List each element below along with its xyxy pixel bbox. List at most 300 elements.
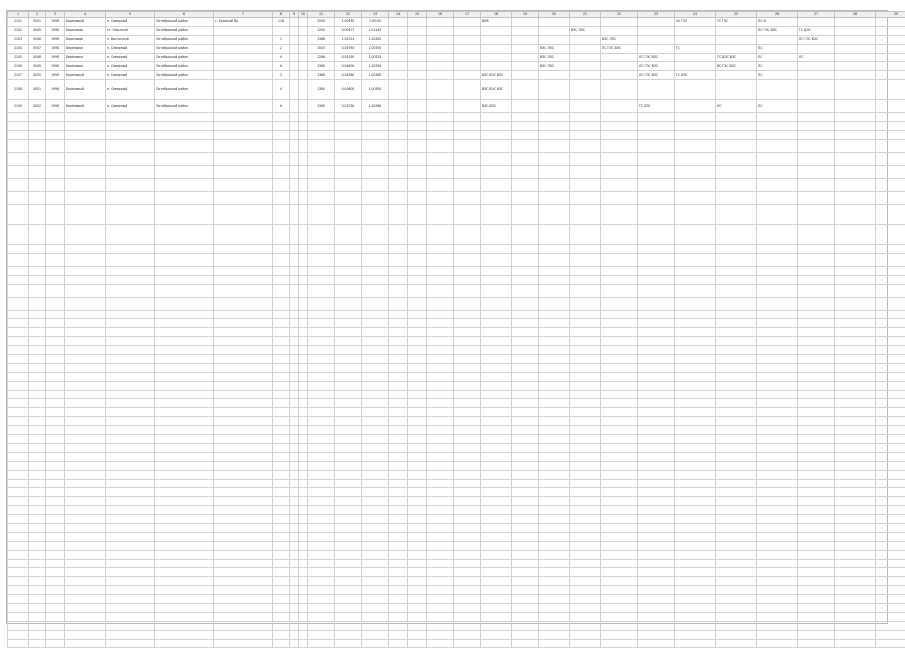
table-cell[interactable] <box>427 639 454 648</box>
table-cell[interactable] <box>481 346 512 355</box>
table-cell[interactable] <box>335 337 362 346</box>
table-cell[interactable] <box>427 62 454 71</box>
table-cell[interactable] <box>335 310 362 319</box>
table-cell[interactable] <box>716 586 757 595</box>
table-cell[interactable] <box>427 18 454 27</box>
table-cell[interactable] <box>290 328 299 337</box>
table-cell[interactable]: 1.00435 <box>335 18 362 27</box>
table-cell[interactable] <box>539 595 570 604</box>
table-cell[interactable] <box>876 80 905 100</box>
table-cell[interactable] <box>675 443 716 452</box>
table-cell[interactable] <box>29 568 46 577</box>
table-cell[interactable] <box>308 284 335 297</box>
table-cell[interactable] <box>408 417 427 426</box>
table-cell[interactable] <box>290 586 299 595</box>
table-cell[interactable] <box>362 355 389 364</box>
table-cell[interactable] <box>454 612 481 621</box>
table-cell[interactable] <box>299 417 308 426</box>
table-cell[interactable] <box>675 131 716 140</box>
table-cell[interactable] <box>362 390 389 399</box>
table-cell[interactable] <box>638 319 675 328</box>
table-cell[interactable] <box>29 328 46 337</box>
table-cell[interactable] <box>65 139 106 152</box>
table-cell[interactable] <box>214 541 273 550</box>
table-cell[interactable] <box>299 53 308 62</box>
table-cell[interactable] <box>601 372 638 381</box>
table-cell[interactable] <box>214 122 273 131</box>
table-cell[interactable] <box>638 639 675 648</box>
table-cell[interactable] <box>290 639 299 648</box>
table-cell[interactable] <box>308 435 335 444</box>
table-cell[interactable] <box>308 532 335 541</box>
table-cell[interactable] <box>601 191 638 204</box>
table-cell[interactable] <box>335 426 362 435</box>
table-cell[interactable] <box>389 559 408 568</box>
table-cell[interactable] <box>308 381 335 390</box>
table-cell[interactable] <box>798 461 835 470</box>
table-cell[interactable] <box>65 612 106 621</box>
table-cell[interactable] <box>481 62 512 71</box>
table-cell[interactable] <box>539 488 570 497</box>
table-cell[interactable] <box>835 479 876 488</box>
table-cell[interactable] <box>638 297 675 310</box>
table-cell[interactable] <box>601 284 638 297</box>
table-cell[interactable] <box>427 612 454 621</box>
table-cell[interactable] <box>29 178 46 191</box>
table-cell[interactable] <box>389 523 408 532</box>
table-cell[interactable] <box>570 595 601 604</box>
table-cell[interactable] <box>570 488 601 497</box>
table-cell[interactable] <box>408 577 427 586</box>
table-cell[interactable]: ВЭС ЛЭС <box>539 44 570 53</box>
table-cell[interactable] <box>481 550 512 559</box>
table-cell[interactable] <box>106 284 155 297</box>
table-cell[interactable] <box>362 595 389 604</box>
table-cell[interactable] <box>798 523 835 532</box>
table-cell[interactable]: ЛС ГЭС ВЭС <box>798 35 835 44</box>
table-cell[interactable] <box>408 612 427 621</box>
table-cell[interactable] <box>876 595 905 604</box>
table-cell[interactable] <box>29 399 46 408</box>
table-cell[interactable] <box>8 506 29 515</box>
table-cell[interactable] <box>362 550 389 559</box>
table-cell[interactable] <box>46 461 65 470</box>
table-cell[interactable] <box>299 577 308 586</box>
table-cell[interactable] <box>601 479 638 488</box>
table-cell[interactable] <box>454 44 481 53</box>
table-cell[interactable] <box>299 346 308 355</box>
table-cell[interactable] <box>362 337 389 346</box>
table-cell[interactable]: 0050 <box>29 71 46 80</box>
table-cell[interactable] <box>716 165 757 178</box>
table-cell[interactable] <box>539 426 570 435</box>
table-cell[interactable] <box>601 399 638 408</box>
column-header[interactable]: 6 <box>155 12 214 18</box>
table-cell[interactable] <box>798 224 835 244</box>
table-cell[interactable] <box>362 443 389 452</box>
table-cell[interactable] <box>290 113 299 122</box>
table-cell[interactable] <box>155 417 214 426</box>
table-cell[interactable] <box>835 408 876 417</box>
table-cell[interactable] <box>408 44 427 53</box>
table-cell[interactable] <box>8 113 29 122</box>
table-cell[interactable] <box>835 595 876 604</box>
table-cell[interactable] <box>290 44 299 53</box>
table-cell[interactable] <box>299 603 308 612</box>
table-cell[interactable] <box>155 532 214 541</box>
table-cell[interactable] <box>481 122 512 131</box>
table-cell[interactable]: 2109 <box>8 100 29 113</box>
table-cell[interactable] <box>29 310 46 319</box>
table-cell[interactable] <box>716 253 757 266</box>
table-cell[interactable] <box>427 452 454 461</box>
table-cell[interactable] <box>454 435 481 444</box>
table-cell[interactable] <box>290 435 299 444</box>
table-cell[interactable] <box>539 113 570 122</box>
table-cell[interactable] <box>716 244 757 253</box>
table-cell[interactable] <box>512 621 539 630</box>
table-cell[interactable] <box>454 18 481 27</box>
column-header[interactable]: 21 <box>570 12 601 18</box>
table-cell[interactable] <box>8 595 29 604</box>
table-cell[interactable] <box>601 506 638 515</box>
table-cell[interactable] <box>757 452 798 461</box>
table-cell[interactable] <box>308 568 335 577</box>
table-cell[interactable] <box>46 275 65 284</box>
table-cell[interactable] <box>539 224 570 244</box>
table-cell[interactable]: 1.00350 <box>362 62 389 71</box>
table-cell[interactable] <box>308 497 335 506</box>
table-cell[interactable] <box>29 113 46 122</box>
table-cell[interactable] <box>835 435 876 444</box>
table-cell[interactable] <box>601 550 638 559</box>
table-cell[interactable] <box>716 35 757 44</box>
table-cell[interactable] <box>675 630 716 639</box>
table-cell[interactable] <box>408 100 427 113</box>
table-cell[interactable] <box>155 595 214 604</box>
table-cell[interactable] <box>570 559 601 568</box>
table-cell[interactable]: 1386 <box>308 35 335 44</box>
table-cell[interactable] <box>481 266 512 275</box>
table-cell[interactable] <box>65 310 106 319</box>
table-cell[interactable] <box>408 346 427 355</box>
table-cell[interactable] <box>335 113 362 122</box>
table-cell[interactable] <box>29 122 46 131</box>
table-cell[interactable] <box>29 621 46 630</box>
table-cell[interactable] <box>273 568 290 577</box>
table-cell[interactable] <box>155 435 214 444</box>
table-cell[interactable] <box>290 297 299 310</box>
table-cell[interactable] <box>214 178 273 191</box>
table-cell[interactable]: 3 <box>273 71 290 80</box>
table-cell[interactable] <box>716 328 757 337</box>
column-header[interactable]: 13 <box>362 12 389 18</box>
table-cell[interactable] <box>876 44 905 53</box>
table-cell[interactable] <box>601 363 638 372</box>
table-cell[interactable]: ЛС <box>757 62 798 71</box>
table-cell[interactable] <box>362 113 389 122</box>
table-cell[interactable] <box>273 204 290 224</box>
table-cell[interactable] <box>408 488 427 497</box>
table-cell[interactable]: 0048 <box>29 53 46 62</box>
table-cell[interactable] <box>214 297 273 310</box>
table-cell[interactable] <box>716 612 757 621</box>
table-cell[interactable] <box>408 178 427 191</box>
table-cell[interactable] <box>675 253 716 266</box>
table-cell[interactable] <box>46 523 65 532</box>
table-cell[interactable] <box>214 523 273 532</box>
table-cell[interactable] <box>675 224 716 244</box>
table-cell[interactable] <box>308 586 335 595</box>
table-cell[interactable] <box>481 541 512 550</box>
table-cell[interactable] <box>155 621 214 630</box>
table-cell[interactable] <box>8 497 29 506</box>
table-cell[interactable] <box>29 639 46 648</box>
table-cell[interactable] <box>362 586 389 595</box>
table-cell[interactable] <box>308 443 335 452</box>
table-cell[interactable] <box>290 337 299 346</box>
table-cell[interactable] <box>675 479 716 488</box>
table-cell[interactable] <box>389 577 408 586</box>
table-cell[interactable] <box>290 426 299 435</box>
table-cell[interactable] <box>481 337 512 346</box>
table-cell[interactable] <box>876 523 905 532</box>
table-cell[interactable] <box>601 586 638 595</box>
table-cell[interactable] <box>29 532 46 541</box>
table-cell[interactable] <box>299 355 308 364</box>
table-cell[interactable] <box>408 266 427 275</box>
table-cell[interactable] <box>46 568 65 577</box>
table-cell[interactable] <box>481 53 512 62</box>
table-cell[interactable] <box>308 165 335 178</box>
table-cell[interactable] <box>106 603 155 612</box>
table-cell[interactable]: 0.00477 <box>335 26 362 35</box>
table-cell[interactable] <box>299 595 308 604</box>
table-cell[interactable] <box>273 297 290 310</box>
table-cell[interactable] <box>539 35 570 44</box>
table-cell[interactable] <box>512 408 539 417</box>
table-cell[interactable] <box>46 408 65 417</box>
table-cell[interactable] <box>675 461 716 470</box>
table-cell[interactable] <box>539 253 570 266</box>
table-cell[interactable] <box>299 139 308 152</box>
table-cell[interactable] <box>273 266 290 275</box>
table-cell[interactable] <box>408 586 427 595</box>
table-cell[interactable] <box>362 328 389 337</box>
table-cell[interactable] <box>362 152 389 165</box>
table-cell[interactable] <box>408 244 427 253</box>
table-cell[interactable] <box>408 53 427 62</box>
table-cell[interactable] <box>299 497 308 506</box>
table-cell[interactable] <box>214 621 273 630</box>
table-cell[interactable] <box>214 275 273 284</box>
table-cell[interactable] <box>481 443 512 452</box>
table-cell[interactable] <box>408 253 427 266</box>
table-cell[interactable] <box>427 443 454 452</box>
table-cell[interactable] <box>65 586 106 595</box>
table-cell[interactable] <box>427 328 454 337</box>
table-cell[interactable] <box>835 18 876 27</box>
column-header[interactable]: 18 <box>481 12 512 18</box>
table-cell[interactable] <box>427 337 454 346</box>
table-cell[interactable] <box>389 603 408 612</box>
table-cell[interactable] <box>155 204 214 224</box>
table-cell[interactable] <box>273 381 290 390</box>
table-cell[interactable] <box>155 497 214 506</box>
table-cell[interactable] <box>716 408 757 417</box>
table-cell[interactable] <box>29 191 46 204</box>
table-cell[interactable] <box>716 568 757 577</box>
table-cell[interactable] <box>290 568 299 577</box>
table-cell[interactable] <box>570 461 601 470</box>
table-cell[interactable] <box>408 284 427 297</box>
table-cell[interactable] <box>273 586 290 595</box>
table-cell[interactable] <box>335 452 362 461</box>
table-cell[interactable] <box>876 266 905 275</box>
table-cell[interactable] <box>362 461 389 470</box>
table-cell[interactable] <box>512 461 539 470</box>
table-cell[interactable] <box>876 152 905 165</box>
table-cell[interactable] <box>8 577 29 586</box>
table-cell[interactable] <box>273 165 290 178</box>
table-cell[interactable] <box>65 355 106 364</box>
table-cell[interactable] <box>335 284 362 297</box>
table-cell[interactable] <box>299 506 308 515</box>
table-cell[interactable] <box>290 275 299 284</box>
table-cell[interactable] <box>65 443 106 452</box>
table-cell[interactable] <box>29 497 46 506</box>
table-cell[interactable] <box>835 253 876 266</box>
table-cell[interactable] <box>389 152 408 165</box>
table-cell[interactable] <box>65 152 106 165</box>
table-cell[interactable] <box>876 497 905 506</box>
table-cell[interactable] <box>155 612 214 621</box>
table-cell[interactable] <box>835 550 876 559</box>
table-cell[interactable] <box>454 443 481 452</box>
table-cell[interactable] <box>876 577 905 586</box>
table-cell[interactable] <box>570 71 601 80</box>
table-cell[interactable] <box>835 372 876 381</box>
table-cell[interactable] <box>362 479 389 488</box>
table-cell[interactable] <box>106 621 155 630</box>
table-cell[interactable]: 1998 <box>46 18 65 27</box>
table-cell[interactable]: ВЭС ЛЭС <box>570 26 601 35</box>
column-header[interactable]: 12 <box>335 12 362 18</box>
table-cell[interactable] <box>8 426 29 435</box>
table-cell[interactable] <box>335 165 362 178</box>
table-cell[interactable] <box>290 461 299 470</box>
table-cell[interactable] <box>427 26 454 35</box>
table-cell[interactable] <box>539 26 570 35</box>
table-cell[interactable] <box>570 152 601 165</box>
table-cell[interactable] <box>299 310 308 319</box>
table-cell[interactable] <box>46 372 65 381</box>
table-cell[interactable] <box>454 479 481 488</box>
table-cell[interactable] <box>408 26 427 35</box>
table-cell[interactable] <box>273 244 290 253</box>
table-cell[interactable] <box>539 80 570 100</box>
table-cell[interactable] <box>454 224 481 244</box>
table-cell[interactable] <box>408 355 427 364</box>
table-cell[interactable] <box>155 408 214 417</box>
table-cell[interactable] <box>876 204 905 224</box>
table-cell[interactable] <box>835 461 876 470</box>
table-cell[interactable] <box>481 328 512 337</box>
table-cell[interactable] <box>835 139 876 152</box>
table-cell[interactable] <box>798 178 835 191</box>
table-cell[interactable] <box>389 595 408 604</box>
table-cell[interactable] <box>273 417 290 426</box>
table-cell[interactable] <box>876 461 905 470</box>
table-cell[interactable] <box>638 452 675 461</box>
table-cell[interactable] <box>290 630 299 639</box>
table-cell[interactable] <box>876 191 905 204</box>
table-cell[interactable]: 2500 <box>308 18 335 27</box>
table-cell[interactable] <box>106 523 155 532</box>
table-cell[interactable] <box>8 470 29 479</box>
table-cell[interactable] <box>106 152 155 165</box>
table-cell[interactable] <box>716 497 757 506</box>
table-cell[interactable] <box>539 165 570 178</box>
table-cell[interactable] <box>427 603 454 612</box>
table-cell[interactable] <box>601 523 638 532</box>
table-cell[interactable] <box>638 488 675 497</box>
table-cell[interactable]: ст. Опытный <box>106 26 155 35</box>
table-cell[interactable] <box>757 532 798 541</box>
table-cell[interactable] <box>512 253 539 266</box>
table-cell[interactable] <box>155 559 214 568</box>
table-cell[interactable]: 1380 <box>308 62 335 71</box>
table-cell[interactable] <box>757 337 798 346</box>
table-cell[interactable] <box>798 346 835 355</box>
table-cell[interactable] <box>570 426 601 435</box>
table-cell[interactable] <box>335 612 362 621</box>
table-cell[interactable] <box>601 497 638 506</box>
table-cell[interactable] <box>273 435 290 444</box>
table-cell[interactable] <box>454 178 481 191</box>
table-cell[interactable] <box>335 603 362 612</box>
table-cell[interactable] <box>29 165 46 178</box>
table-cell[interactable] <box>335 541 362 550</box>
table-cell[interactable] <box>214 152 273 165</box>
table-cell[interactable] <box>539 346 570 355</box>
table-cell[interactable] <box>29 319 46 328</box>
table-cell[interactable] <box>389 80 408 100</box>
table-cell[interactable] <box>389 515 408 524</box>
table-cell[interactable] <box>290 18 299 27</box>
table-cell[interactable] <box>290 506 299 515</box>
table-cell[interactable] <box>214 328 273 337</box>
table-cell[interactable] <box>876 355 905 364</box>
table-cell[interactable] <box>46 328 65 337</box>
table-cell[interactable] <box>798 488 835 497</box>
table-cell[interactable] <box>389 178 408 191</box>
table-cell[interactable] <box>335 639 362 648</box>
table-cell[interactable] <box>335 515 362 524</box>
table-cell[interactable] <box>308 488 335 497</box>
table-cell[interactable] <box>106 488 155 497</box>
table-cell[interactable] <box>299 461 308 470</box>
table-cell[interactable] <box>835 113 876 122</box>
table-cell[interactable] <box>570 612 601 621</box>
table-cell[interactable] <box>512 390 539 399</box>
table-cell[interactable] <box>389 381 408 390</box>
table-cell[interactable] <box>290 595 299 604</box>
table-cell[interactable] <box>8 399 29 408</box>
table-cell[interactable] <box>675 26 716 35</box>
column-header[interactable]: 25 <box>716 12 757 18</box>
table-cell[interactable] <box>481 470 512 479</box>
